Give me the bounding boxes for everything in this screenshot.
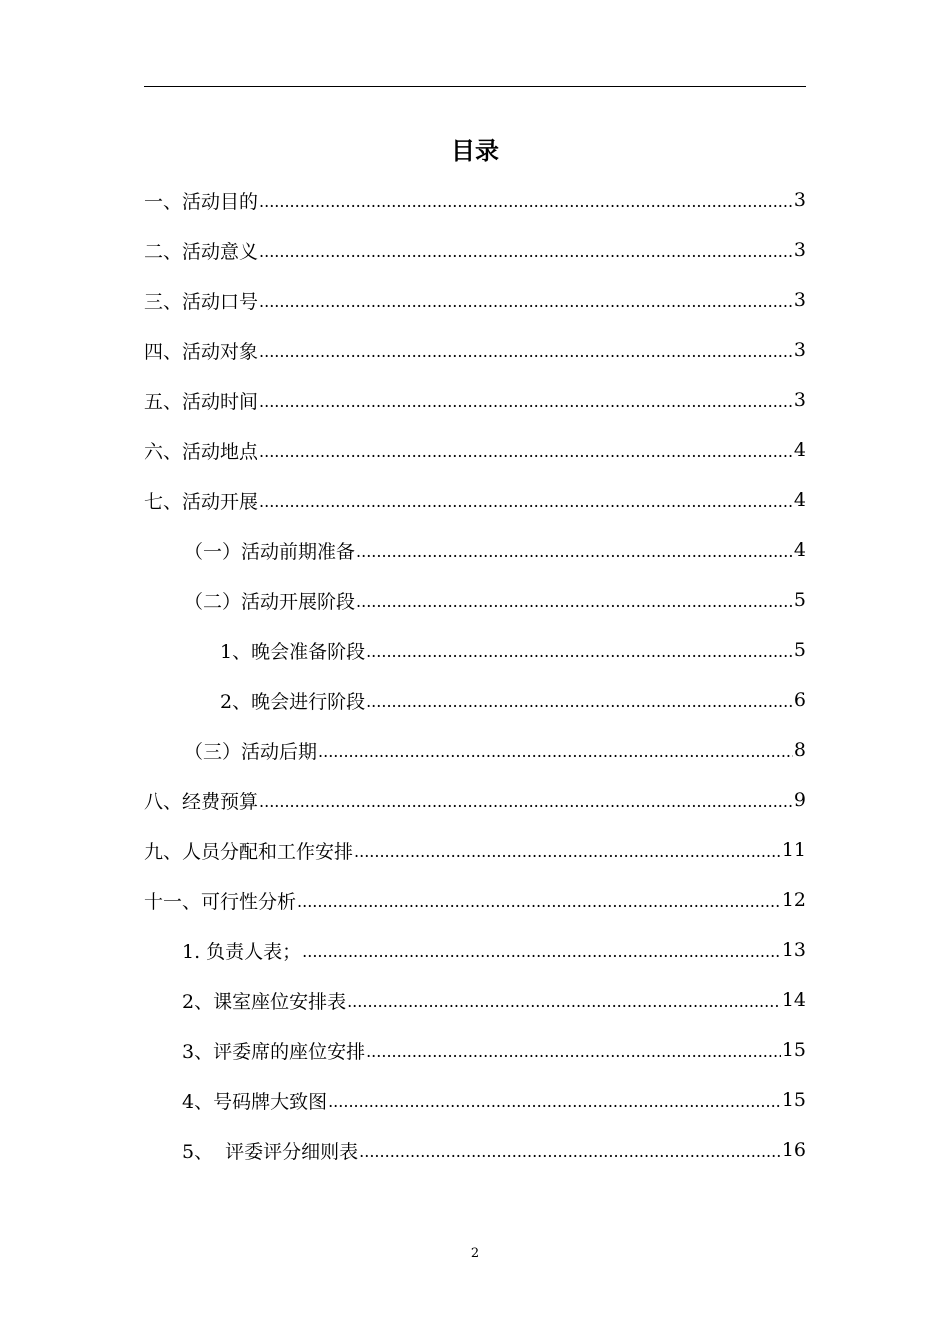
dot-leader [259,787,793,813]
toc-entry-page: 14 [781,989,806,1011]
toc-entry-label: 六、活动地点 [144,440,259,463]
toc-entry-page: 3 [793,389,806,411]
toc-entry-page: 9 [793,789,806,811]
toc-entry-label: 3、评委席的座位安排 [182,1040,366,1063]
toc-entry-page: 3 [793,189,806,211]
dot-leader [354,837,781,863]
toc-entry-label: 4、号码牌大致图 [182,1090,328,1113]
toc-entry-label: 二、活动意义 [144,240,259,263]
dot-leader [366,637,793,663]
toc-entry-page: 4 [793,439,806,461]
toc-entry-label: 1. 负责人表； [182,940,302,963]
dot-leader [366,1037,781,1063]
dot-leader [259,287,793,313]
toc-entry-page: 5 [793,639,806,661]
dot-leader [328,1087,781,1113]
toc-entry-page: 3 [793,339,806,361]
toc-entry[interactable] [182,1032,806,1068]
header-rule [144,86,806,87]
toc-entry-label: 1、晚会准备阶段 [220,640,366,663]
dot-leader [259,437,793,463]
toc-entry[interactable] [184,732,806,768]
toc-entry-page: 6 [793,689,806,711]
toc-entry-label: （三）活动后期 [184,740,318,763]
toc-title: 目录 [451,137,499,165]
toc-entry-page: 8 [793,739,806,761]
toc-entry-page: 4 [793,539,806,561]
dot-leader [359,1137,781,1163]
toc-entry-label: 三、活动口号 [144,290,259,313]
toc-entry-page: 15 [781,1089,806,1111]
dot-leader [366,687,793,713]
toc-entry[interactable] [184,582,806,618]
dot-leader [356,587,793,613]
toc-entry[interactable] [144,882,806,918]
dot-leader [297,887,781,913]
toc-entry[interactable] [182,1132,806,1168]
dot-leader [356,537,793,563]
toc-entry-label: 2、晚会进行阶段 [220,690,366,713]
toc-entry[interactable] [144,482,806,518]
toc-entry-page: 3 [793,239,806,261]
toc-entry[interactable] [184,532,806,568]
toc-entry-page: 4 [793,489,806,511]
page-number: 2 [470,1246,480,1261]
toc-entry-label: （二）活动开展阶段 [184,590,356,613]
toc-entry[interactable] [220,632,806,668]
toc-entry-page: 11 [781,839,806,861]
toc-entry[interactable] [182,982,806,1018]
toc-entry-label: （一）活动前期准备 [184,540,356,563]
toc-entry[interactable] [144,382,806,418]
toc-entry-label: 四、活动对象 [144,340,259,363]
toc-entry-label: 七、活动开展 [144,490,259,513]
toc-entry-label: 5、 评委评分细则表 [182,1140,359,1163]
dot-leader [302,937,781,963]
toc-entry[interactable] [144,332,806,368]
dot-leader [259,187,793,213]
toc-entry[interactable] [144,232,806,268]
toc-entry-page: 3 [793,289,806,311]
dot-leader [318,737,793,763]
toc-entry-page: 13 [781,939,806,961]
toc-entry-label: 十一、可行性分析 [144,890,297,913]
toc-entry[interactable] [144,782,806,818]
toc-entry[interactable] [182,1082,806,1118]
toc-entry[interactable] [182,932,806,968]
dot-leader [259,487,793,513]
toc-entry[interactable] [220,682,806,718]
toc-entry-page: 5 [793,589,806,611]
toc-entry[interactable] [144,432,806,468]
toc-entry-label: 八、经费预算 [144,790,259,813]
dot-leader [347,987,781,1013]
toc-entry-label: 五、活动时间 [144,390,259,413]
toc-entry-page: 16 [781,1139,806,1161]
toc-entry-label: 九、人员分配和工作安排 [144,840,354,863]
dot-leader [259,337,793,363]
toc-entry[interactable] [144,832,806,868]
dot-leader [259,387,793,413]
toc-entry-label: 2、课室座位安排表 [182,990,347,1013]
dot-leader [259,237,793,263]
toc-entry-label: 一、活动目的 [144,190,259,213]
toc-entry-page: 15 [781,1039,806,1061]
toc-entry[interactable] [144,282,806,318]
toc-entry-page: 12 [781,889,806,911]
toc-entry[interactable] [144,182,806,218]
